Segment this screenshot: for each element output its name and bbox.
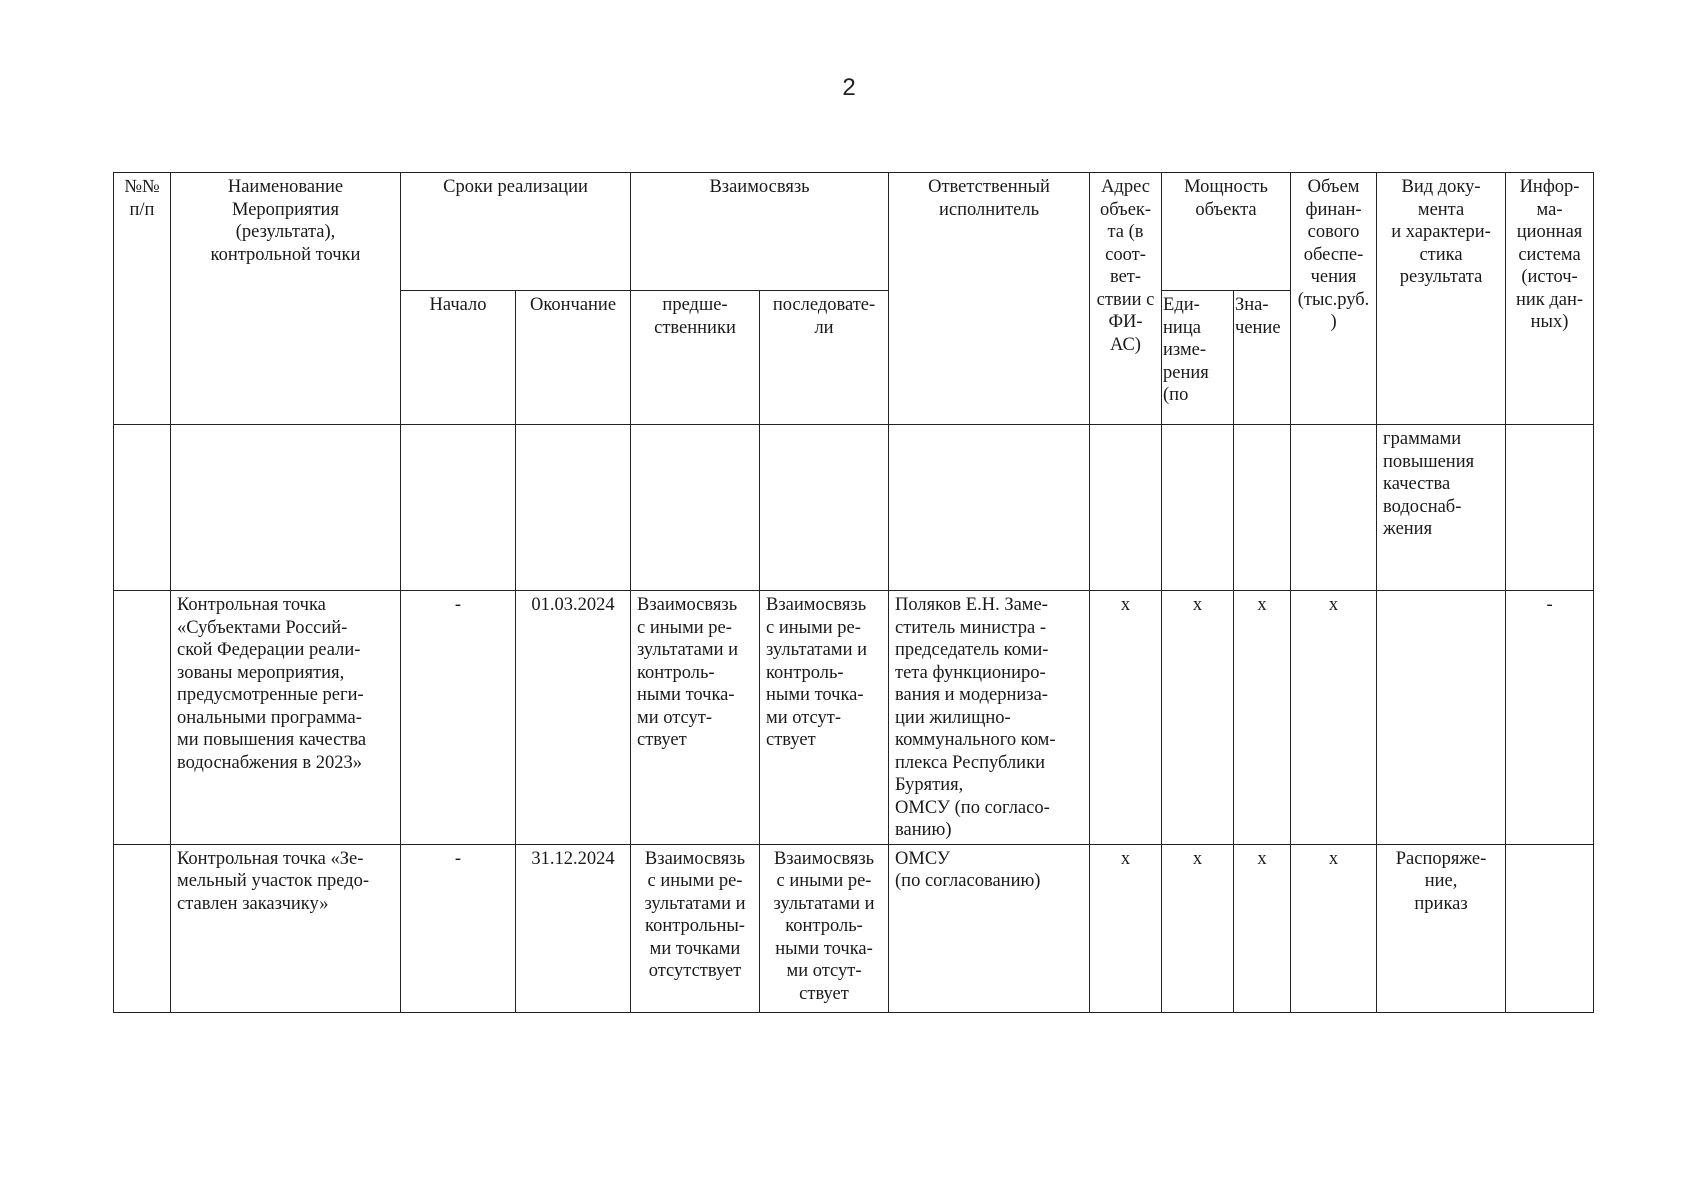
header-successors: последовате- ли bbox=[760, 291, 889, 425]
table-row bbox=[114, 425, 1594, 591]
header-capacity: Мощность объекта bbox=[1162, 173, 1291, 291]
header-doc-type: Вид доку- мента и характери- стика результата bbox=[1377, 173, 1506, 425]
action-plan-table bbox=[113, 172, 1594, 1013]
header-name: Наименование Мероприятия (результата), контрольной точки bbox=[171, 173, 401, 425]
cell-num bbox=[114, 844, 171, 1012]
cell-value bbox=[1234, 425, 1291, 591]
cell-end: 31.12.2024 bbox=[516, 844, 631, 1012]
cell-responsible: ОМСУ (по согласованию) bbox=[889, 844, 1090, 1012]
header-responsible: Ответственный исполнитель bbox=[889, 173, 1090, 425]
table-row bbox=[114, 591, 1594, 845]
cell-responsible bbox=[889, 425, 1090, 591]
cell-successors bbox=[760, 425, 889, 591]
cell-name: Контрольная точка «Субъектами Россий- ской Федерации реали- зованы мероприятия, предусмотренные реги- ональными программа- ми повышения качества водоснабжения в 2023» bbox=[171, 591, 401, 845]
header-relation: Взаимосвязь bbox=[631, 173, 889, 291]
header-predecessors: предше- ственники bbox=[631, 291, 760, 425]
cell-doc-type: граммами повышения качества водоснаб- жения bbox=[1377, 425, 1506, 591]
cell-address: х bbox=[1090, 844, 1162, 1012]
cell-value: х bbox=[1234, 844, 1291, 1012]
cell-address bbox=[1090, 425, 1162, 591]
header-terms: Сроки реализации bbox=[401, 173, 631, 291]
cell-info-system: - bbox=[1506, 591, 1594, 845]
cell-predecessors bbox=[631, 425, 760, 591]
header-value: Зна- чение bbox=[1234, 291, 1291, 425]
cell-predecessors: Взаимосвязь с иными ре- зультатами и контроль- ными точка- ми отсут- ствует bbox=[631, 591, 760, 845]
cell-start: - bbox=[401, 591, 516, 845]
cell-unit: х bbox=[1162, 844, 1234, 1012]
cell-successors: Взаимосвязь с иными ре- зультатами и контроль- ными точка- ми отсут- ствует bbox=[760, 591, 889, 845]
cell-unit: х bbox=[1162, 591, 1234, 845]
cell-start: - bbox=[401, 844, 516, 1012]
cell-start bbox=[401, 425, 516, 591]
cell-num bbox=[114, 425, 171, 591]
header-unit: Еди- ница изме- рения (по bbox=[1162, 291, 1234, 425]
page-number: 2 bbox=[842, 74, 856, 101]
cell-doc-type: Распоряже- ние, приказ bbox=[1377, 844, 1506, 1012]
cell-finance: х bbox=[1291, 844, 1377, 1012]
cell-name bbox=[171, 425, 401, 591]
cell-end: 01.03.2024 bbox=[516, 591, 631, 845]
cell-num bbox=[114, 591, 171, 845]
header-start: Начало bbox=[401, 291, 516, 425]
cell-unit bbox=[1162, 425, 1234, 591]
cell-doc-type bbox=[1377, 591, 1506, 845]
cell-info-system bbox=[1506, 844, 1594, 1012]
cell-finance: х bbox=[1291, 591, 1377, 845]
header-address: Адрес объек- та (в соот- вет- ствии с ФИ- АС) bbox=[1090, 173, 1162, 425]
cell-finance bbox=[1291, 425, 1377, 591]
header-num: №№ п/п bbox=[114, 173, 171, 425]
cell-address: х bbox=[1090, 591, 1162, 845]
header-info-system: Инфор- ма- ционная система (источ- ник дан- ных) bbox=[1506, 173, 1594, 425]
table-row bbox=[114, 844, 1594, 1012]
header-finance: Объем финан- сового обеспе- чения (тыс.руб. ) bbox=[1291, 173, 1377, 425]
header-end: Окончание bbox=[516, 291, 631, 425]
cell-info-system bbox=[1506, 425, 1594, 591]
cell-name: Контрольная точка «Зе- мельный участок предо- ставлен заказчику» bbox=[171, 844, 401, 1012]
cell-value: х bbox=[1234, 591, 1291, 845]
cell-end bbox=[516, 425, 631, 591]
cell-responsible: Поляков Е.Н. Заме- ститель министра - председатель коми- тета функциониро- вания и модерниза- ции жилищно- коммунального ком- плекса Республики Бурятия, ОМСУ (по согласо- ванию) bbox=[889, 591, 1090, 845]
cell-successors: Взаимосвязь с иными ре- зультатами и контроль- ными точка- ми отсут- ствует bbox=[760, 844, 889, 1012]
cell-predecessors: Взаимосвязь с иными ре- зультатами и контрольны- ми точками отсутствует bbox=[631, 844, 760, 1012]
table-header-row bbox=[114, 173, 1594, 291]
